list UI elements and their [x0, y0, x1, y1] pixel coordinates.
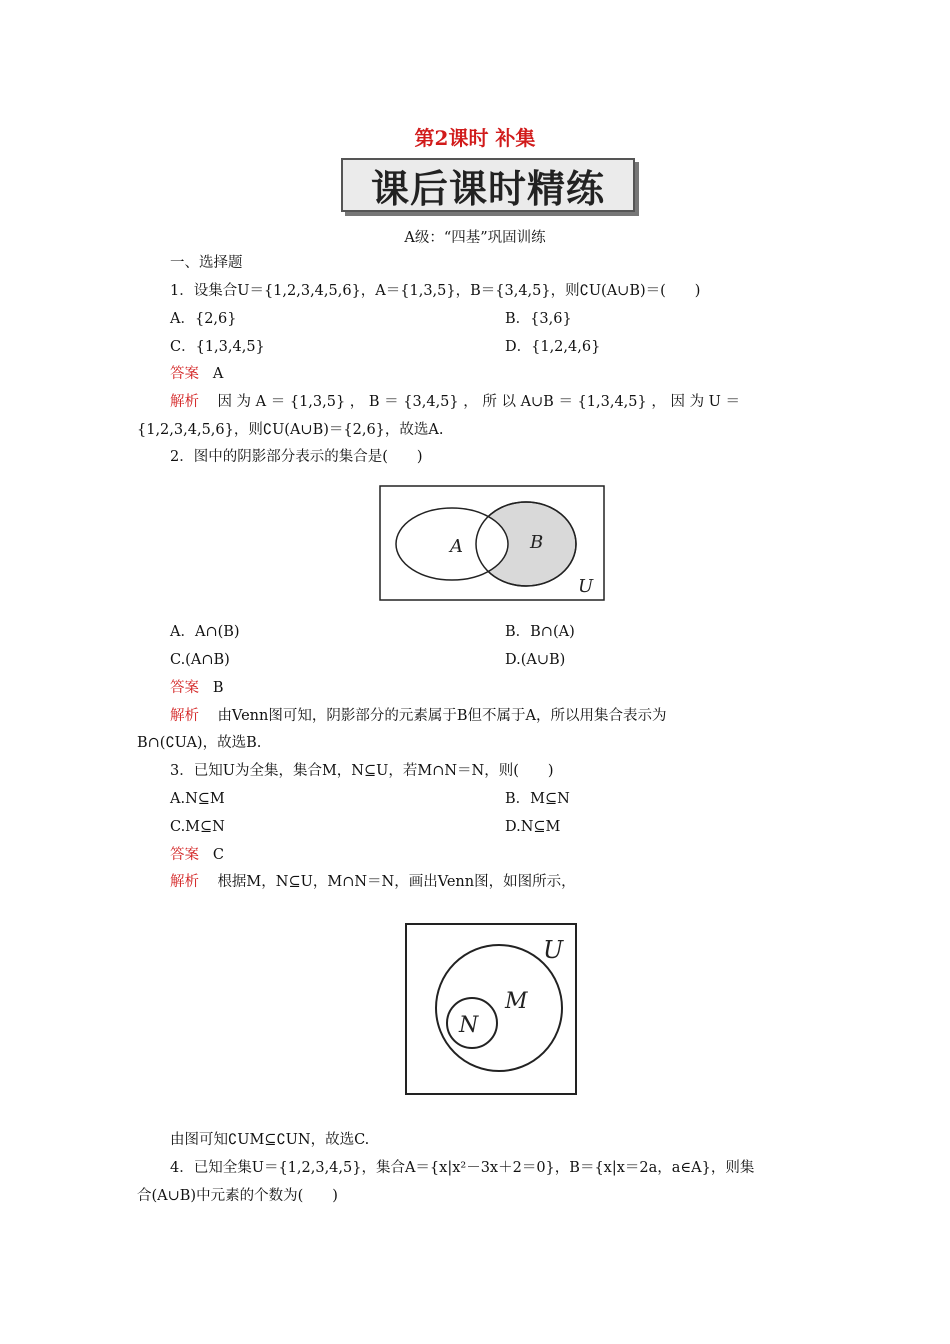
answer-label: 答案 — [170, 680, 199, 696]
q1-analysis-line1 — [170, 392, 740, 412]
label-u: U — [543, 936, 564, 964]
q3-option-c: C.M⊆N — [170, 819, 225, 835]
q2-option-d: D.(A∪B) — [505, 652, 566, 668]
q1-option-c: C．{1,3,4,5} — [170, 339, 265, 355]
analysis-label: 解析 — [170, 394, 199, 410]
analysis-label: 解析 — [170, 874, 199, 890]
q2-option-a: A．A∩(B) — [170, 624, 240, 640]
q3-option-a: A.N⊆M — [170, 791, 225, 807]
level-heading: A级：“四基”巩固训练 — [404, 230, 546, 246]
answer-label: 答案 — [170, 847, 199, 863]
q2-stem: 2．图中的阴影部分表示的集合是( ) — [170, 449, 423, 465]
analysis-text: 由Venn图可知，阴影部分的元素属于B但不属于A，所以用集合表示为 — [217, 708, 667, 724]
answer-value: B — [212, 680, 224, 696]
label-m: M — [505, 989, 528, 1014]
q3-analysis-line1 — [170, 872, 576, 892]
q4-stem-line2: 合(A∪B)中元素的个数为( ) — [137, 1188, 338, 1204]
q3-option-d: D.N⊆M — [505, 819, 561, 835]
analysis-text: 因 为 A ＝ {1,3,5} ， B ＝ {3,4,5} ， 所 以 A∪B ＝ {1,3,4,5} ， 因 为 U ＝ — [217, 394, 741, 410]
q1-stem: 1．设集合U＝{1,2,3,4,5,6}，A＝{1,3,5}，B＝{3,4,5}，则∁U(A∪B)＝( ) — [170, 283, 701, 299]
q1-option-a: A．{2,6} — [170, 311, 237, 327]
q1-answer — [170, 364, 223, 384]
q3-venn-diagram — [404, 922, 578, 1096]
banner-text: 课后课时精练 — [370, 165, 605, 211]
q2-analysis-line1 — [170, 706, 666, 726]
q3-answer — [170, 845, 224, 865]
analysis-label: 解析 — [170, 708, 199, 724]
q2-analysis-line2: B∩(∁UA)，故选B. — [137, 735, 262, 751]
label-b: B — [530, 532, 544, 553]
section-heading: 一、选择题 — [170, 255, 243, 271]
q1-option-b: B．{3,6} — [505, 311, 572, 327]
q2-option-c: C.(A∩B) — [170, 652, 230, 668]
q3-option-b: B．M⊆N — [505, 791, 570, 807]
q4-stem-line1: 4．已知全集U＝{1,2,3,4,5}，集合A＝{x|x²－3x＋2＝0}，B＝{x|x＝2a，a∈A}，则集 — [170, 1160, 755, 1176]
q2-answer — [170, 678, 223, 698]
q2-venn-diagram — [378, 484, 606, 602]
q3-conclusion: 由图可知∁UM⊆∁UN，故选C. — [170, 1132, 370, 1148]
answer-value: A — [212, 366, 224, 382]
q1-option-d: D．{1,2,4,6} — [505, 339, 601, 355]
q3-stem: 3．已知U为全集，集合M，N⊆U，若M∩N＝N，则( ) — [170, 763, 554, 779]
q2-option-b: B．B∩(A) — [505, 624, 575, 640]
page-title: 第2课时 补集 — [414, 126, 536, 150]
label-n: N — [459, 1013, 479, 1038]
answer-label: 答案 — [170, 366, 199, 382]
section-banner — [341, 158, 635, 212]
answer-value: C — [212, 847, 224, 863]
label-a: A — [450, 536, 463, 557]
analysis-text: 根据M，N⊆U，M∩N＝N，画出Venn图，如图所示， — [217, 874, 576, 890]
q1-analysis-line2: {1,2,3,4,5,6}，则∁U(A∪B)＝{2,6}，故选A. — [137, 422, 444, 438]
label-u: U — [578, 576, 594, 597]
